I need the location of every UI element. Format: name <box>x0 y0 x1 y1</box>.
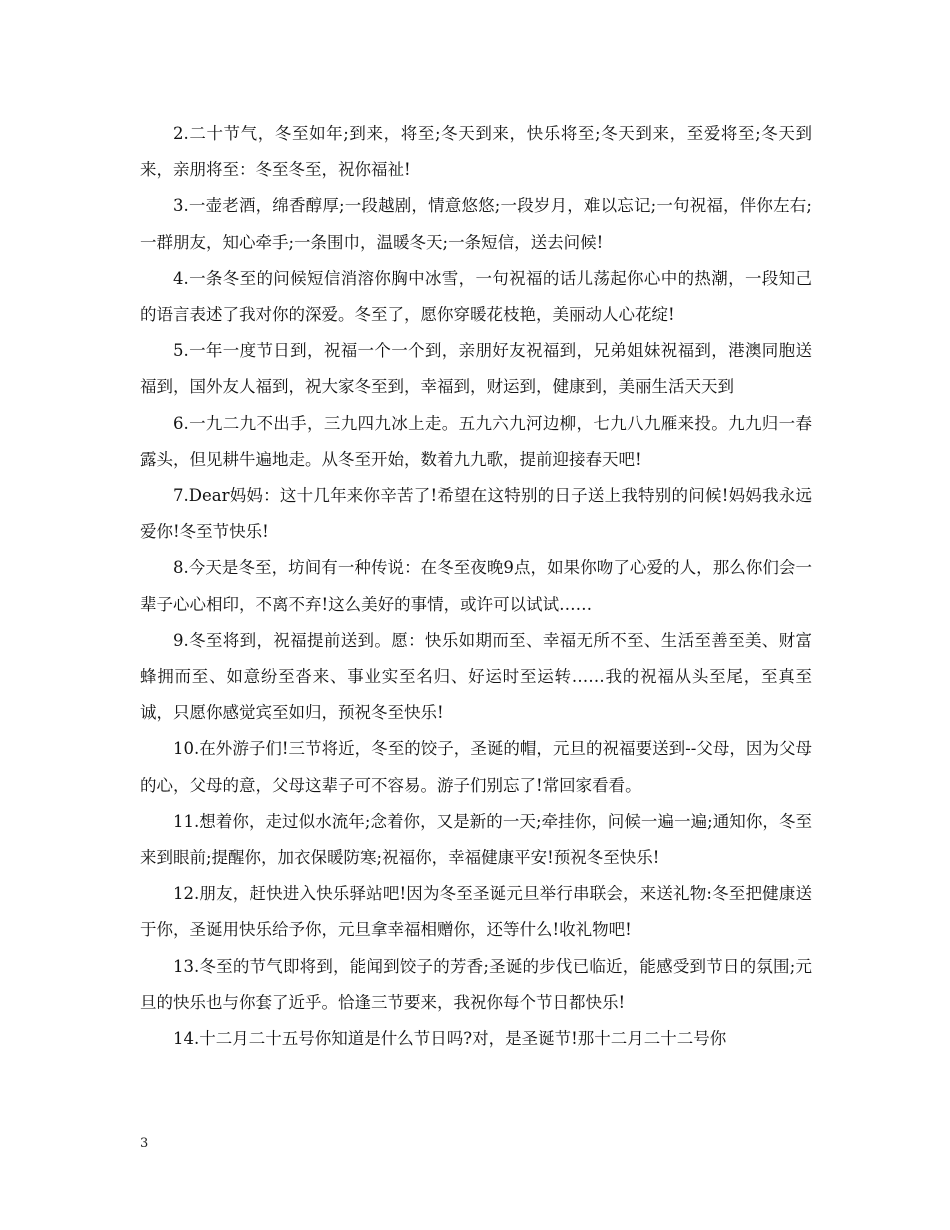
paragraph-12: 12.朋友，赶快进入快乐驿站吧!因为冬至圣诞元旦举行串联会，来送礼物:冬至把健康送于你，圣诞用快乐给予你，元旦拿幸福相赠你，还等什么!收礼物吧! <box>140 884 812 940</box>
paragraph-7: 7.Dear妈妈：这十几年来你辛苦了!希望在这特别的日子送上我特别的问候!妈妈我永远爱你!冬至节快乐! <box>140 486 812 542</box>
paragraph-9: 9.冬至将到，祝福提前送到。愿：快乐如期而至、幸福无所不至、生活至善至美、财富蜂拥而至、如意纷至沓来、事业实至名归、好运时至运转……我的祝福从头至尾，至真至诚，只愿你感觉宾至如归，预祝冬至快乐! <box>140 630 812 723</box>
paragraph-11: 11.想着你，走过似水流年;念着你，又是新的一天;牵挂你，问候一遍一遍;通知你，冬至来到眼前;提醒你，加衣保暖防寒;祝福你，幸福健康平安!预祝冬至快乐! <box>140 811 812 868</box>
paragraph-4: 4.一条冬至的问候短信消溶你胸中冰雪，一句祝福的话儿荡起你心中的热潮，一段知己的语言表述了我对你的深爱。冬至了，愿你穿暖花枝艳，美丽动人心花绽! <box>140 268 812 325</box>
paragraph-13: 13.冬至的节气即将到，能闻到饺子的芳香;圣诞的步伐已临近，能感受到节日的氛围;元旦的快乐也与你套了近乎。恰逢三节要来，我祝你每个节日都快乐! <box>140 956 812 1012</box>
paragraph-2: 2.二十节气，冬至如年;到来，将至;冬天到来，快乐将至;冬天到来，至爱将至;冬天到来，亲朋将至：冬至冬至，祝你福祉! <box>140 124 812 180</box>
document-body <box>140 116 812 1057</box>
paragraph-8: 8.今天是冬至，坊间有一种传说：在冬至夜晚9点，如果你吻了心爱的人，那么你们会一辈子心心相印，不离不弃!这么美好的事情，或许可以试试…… <box>140 558 812 614</box>
page-number: 3 <box>140 1136 149 1151</box>
paragraph-14: 14.十二月二十五号你知道是什么节日吗?对，是圣诞节!那十二月二十二号你 <box>173 1029 727 1049</box>
paragraph-3: 3.一壶老酒，绵香醇厚;一段越剧，情意悠悠;一段岁月，难以忘记;一句祝福，伴你左右;一群朋友，知心牵手;一条围巾，温暖冬天;一条短信，送去问候! <box>140 196 812 252</box>
paragraph-5: 5.一年一度节日到，祝福一个一个到，亲朋好友祝福到，兄弟姐妹祝福到，港澳同胞送福到，国外友人福到，祝大家冬至到，幸福到，财运到，健康到，美丽生活天天到 <box>140 341 812 397</box>
paragraph-6: 6.一九二九不出手，三九四九冰上走。五九六九河边柳，七九八九雁来投。九九归一春露头，但见耕牛遍地走。从冬至开始，数着九九歌，提前迎接春天吧! <box>140 413 812 469</box>
paragraph-10: 10.在外游子们!三节将近，冬至的饺子，圣诞的帽，元旦的祝福要送到--父母，因为父母的心，父母的意，父母这辈子可不容易。游子们别忘了!常回家看看。 <box>140 739 812 795</box>
